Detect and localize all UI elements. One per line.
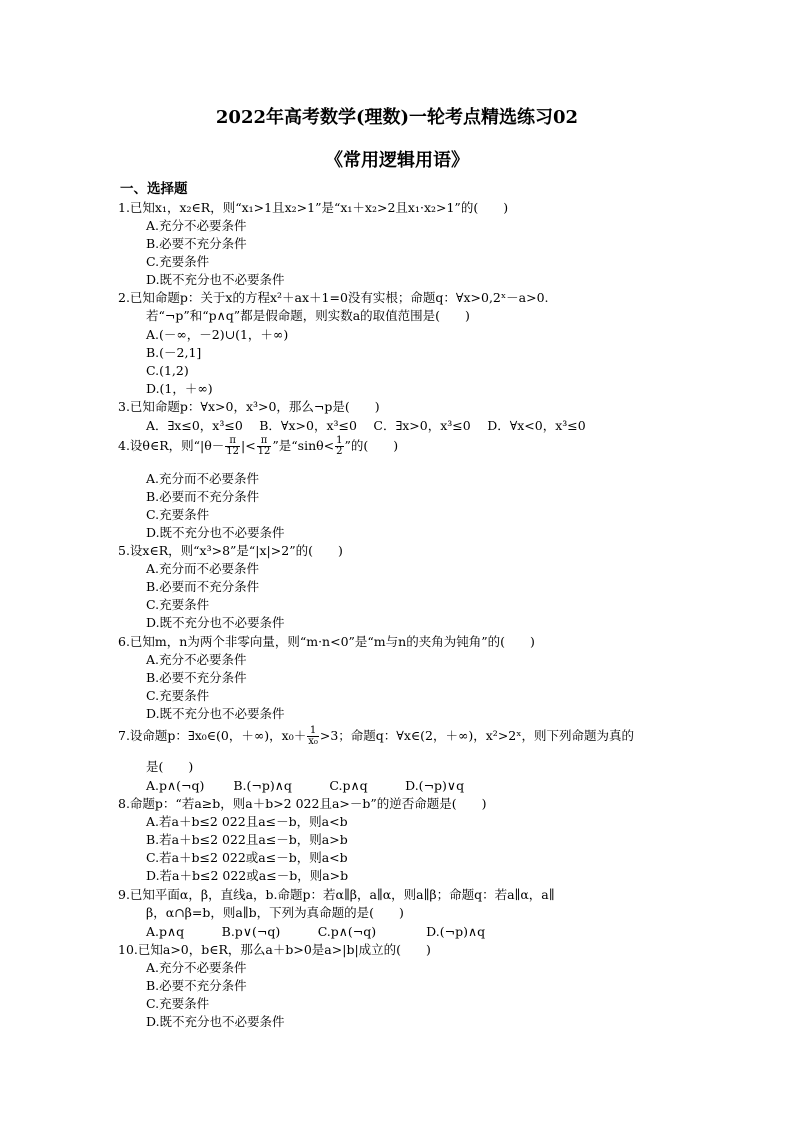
fraction-pi-over-12: $\frac{\pi}{12}$ [226,435,239,457]
question-9-options: A.p∧q B.p∨(¬q) C.p∧(¬q) D.(¬p)∧q [146,924,486,939]
question-2-option-c: C.(1,2) [146,363,189,378]
question-6-option-c: C.充要条件 [146,688,210,703]
question-3-options: A．∃x≤0，x³≤0 B．∀x>0，x³≤0 C．∃x>0，x³≤0 D．∀x<0，x³≤0 [146,418,586,433]
question-9-stem: 9.已知平面α，β，直线a，b.命题p：若α∥β，a∥α，则a∥β；命题q：若a∥α，a∥ [118,887,555,902]
question-5-option-c: C.充要条件 [146,597,210,612]
question-7-stem [118,726,634,747]
question-7-stem-cont: 是( ) [146,759,194,774]
question-7-stem-part-a: 7.设命题p：∃x₀∈(0，＋∞)，x₀＋ [118,728,307,743]
fraction-pi-over-12-b: $\frac{\pi}{12}$ [257,435,271,457]
document-subtitle: 《常用逻辑用语》 [325,150,469,171]
question-4-stem-part-d: ”的( ) [344,438,399,453]
question-1-option-d: D.既不充分也不必要条件 [146,272,285,287]
question-8-option-c: C.若a＋b≤2 022或a≤－b，则a<b [146,850,348,865]
question-6-stem: 6.已知m，n为两个非零向量，则“m·n<0”是“m与n的夹角为钝角”的( ) [118,634,535,649]
question-8-stem: 8.命题p：“若a≥b，则a＋b>2 022且a>－b”的逆否命题是( ) [118,796,487,811]
question-4-option-b: B.必要而不充分条件 [146,489,260,504]
question-9-stem-cont: β，α∩β=b，则a∥b，下列为真命题的是( ) [146,905,404,920]
question-1-option-c: C.充要条件 [146,254,210,269]
question-10-option-b: B.必要不充分条件 [146,978,247,993]
question-10-option-c: C.充要条件 [146,996,210,1011]
question-6-option-a: A.充分不必要条件 [146,652,247,667]
question-4-stem [118,436,398,457]
question-4-option-d: D.既不充分也不必要条件 [146,525,285,540]
question-7-stem-part-b: >3；命题q：∀x∈(2，＋∞)，x²>2ˣ，则下列命题为真的 [319,728,635,743]
question-4-stem-part-b: |< [240,438,256,453]
question-7-options: A.p∧(¬q) B.(¬p)∧q C.p∧q D.(¬p)∨q [146,778,465,793]
question-6-option-b: B.必要不充分条件 [146,670,247,685]
question-2-option-d: D.(1，＋∞) [146,381,213,396]
question-1-stem: 1.已知x₁，x₂∈R，则“x₁>1且x₂>1”是“x₁＋x₂>2且x₁·x₂>1”的( ) [118,200,509,215]
question-8-option-a: A.若a＋b≤2 022且a≤－b，则a<b [146,814,348,829]
question-2-option-b: B.(－2,1] [146,345,202,360]
question-1-option-b: B.必要不充分条件 [146,236,247,251]
question-4-stem-part-c: ”是“sinθ< [272,438,335,453]
question-4-option-a: A.充分而不必要条件 [146,471,260,486]
fraction-one-over-x0: $\frac{1}{\text{x₀}}$ [308,725,318,747]
section-heading: 一、选择题 [120,181,188,197]
fraction-one-half: $\frac{1}{2}$ [336,435,343,457]
question-5-option-b: B.必要而不充分条件 [146,579,260,594]
question-10-stem: 10.已知a>0，b∈R，那么a＋b>0是a>|b|成立的( ) [118,942,431,957]
question-4-option-c: C.充要条件 [146,507,210,522]
question-2-stem-cont: 若“¬p”和“p∧q”都是假命题，则实数a的取值范围是( ) [146,308,470,323]
question-10-option-d: D.既不充分也不必要条件 [146,1014,285,1029]
question-6-option-d: D.既不充分也不必要条件 [146,706,285,721]
question-2-stem: 2.已知命题p：关于x的方程x²＋ax＋1=0没有实根；命题q：∀x>0,2ˣ－a>0. [118,290,549,305]
question-5-option-a: A.充分而不必要条件 [146,561,260,576]
document-title: 2022年高考数学(理数)一轮考点精选练习02 [215,107,579,128]
question-3-stem: 3.已知命题p：∀x>0，x³>0，那么¬p是( ) [118,399,380,414]
question-10-option-a: A.充分不必要条件 [146,960,247,975]
question-2-option-a: A.(－∞，－2)∪(1，＋∞) [146,327,289,342]
question-5-option-d: D.既不充分也不必要条件 [146,615,285,630]
question-1-option-a: A.充分不必要条件 [146,218,247,233]
question-8-option-d: D.若a＋b≤2 022或a≤－b，则a>b [146,868,349,883]
question-5-stem: 5.设x∈R，则“x³>8”是“|x|>2”的( ) [118,543,343,558]
question-8-option-b: B.若a＋b≤2 022且a≤－b，则a>b [146,832,348,847]
question-4-stem-part-a: 4.设θ∈R，则“|θ－ [118,438,225,453]
